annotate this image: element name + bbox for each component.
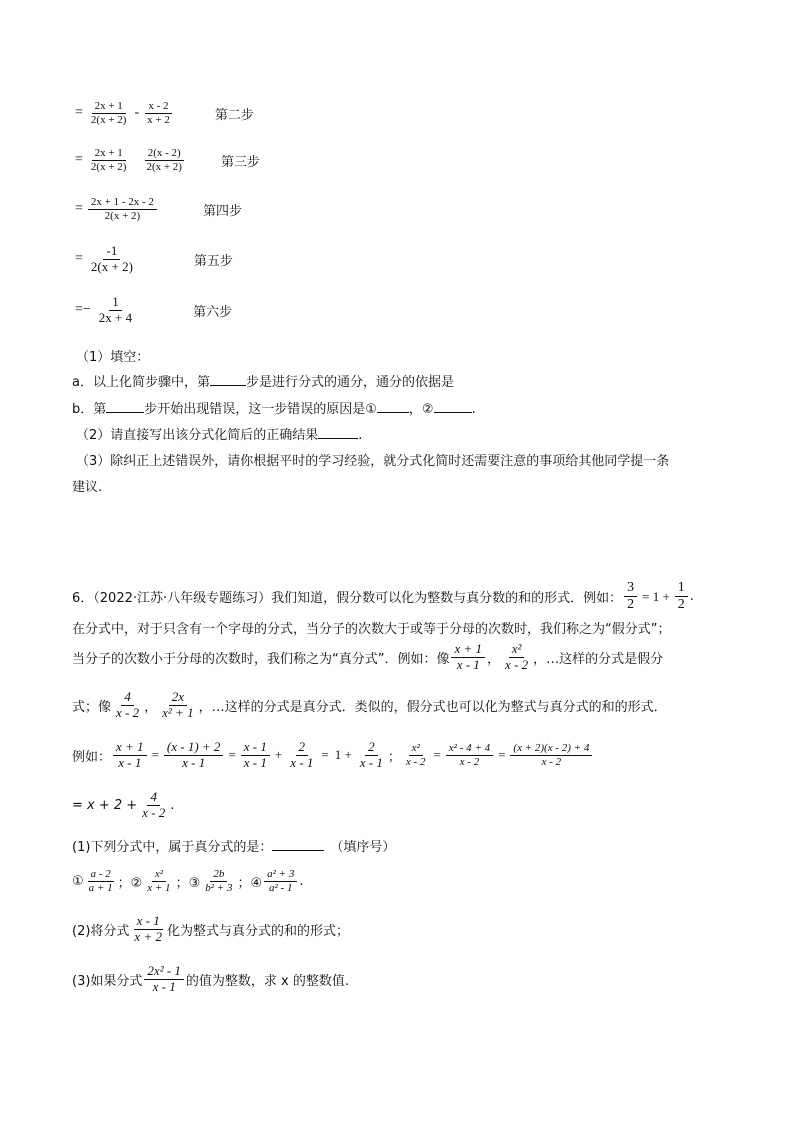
operator: = x + 2 +: [72, 797, 138, 813]
answer-blank[interactable]: [106, 400, 144, 413]
operator: 1 +: [334, 747, 352, 763]
fraction-denominator: 2(x + 2): [90, 160, 127, 173]
fraction-denominator: x - 1: [456, 656, 480, 672]
step-label: 第五步: [193, 253, 233, 269]
q5-part3-line2: 建议.: [72, 480, 103, 495]
fraction-denominator: x - 1: [152, 978, 176, 994]
fraction-numerator: x + 1: [451, 642, 485, 658]
q5-b-sep: ，②: [408, 402, 434, 417]
fraction-denominator: a² - 1: [268, 881, 293, 894]
fraction-numerator: x - 1: [134, 914, 163, 930]
step-5-row: = $\frac{-1}{2(x + 2)}$ 第五步: [75, 243, 233, 274]
step-3-row: = $\frac{2x + 1}{2(x + 2)}$ $\frac{2(x - 2)}{2(x + 2)}$ 第三步: [75, 147, 260, 173]
fraction-denominator: x - 1: [359, 754, 383, 770]
fraction-numerator: 2x + 1: [92, 100, 126, 114]
fraction-denominator: x - 1: [290, 754, 314, 770]
q6-sub1-end: （填序号）: [330, 840, 396, 855]
step-label: 第四步: [202, 203, 242, 219]
q6-example-row: 例如： $\frac{x + 1}{x - 1}$ = $\frac{(x - 1) + 2}{x - 1}$ = $\frac{x - 1}{x - 1}$ + $\frac{2}{x - 1}$ = 1 + $\frac{2}{x - 1}$ ； $\frac{\text{x²}}{x - 2}$ = $\frac{\text{x² - 4 + 4}}{x - 2}$ = $\frac{(x + 2)(x - 2) + 4}{x - 2}$: [72, 740, 594, 771]
fraction-numerator: 1: [675, 580, 688, 597]
fraction-numerator: x²: [409, 742, 423, 756]
q6-intro: 6．（2022·江苏·八年级专题练习）我们知道，假分数可以化为整数与真分数的和的形式．例如：: [72, 591, 623, 607]
fraction-numerator: 2: [296, 740, 309, 756]
fraction-numerator: 2x² - 1: [144, 964, 184, 980]
q6-sub2-post: 化为整式与真分式的和的形式；: [166, 923, 349, 939]
fraction-denominator: x - 1: [243, 754, 267, 770]
fraction-numerator: (x - 1) + 2: [164, 740, 224, 756]
answer-blank[interactable]: [377, 400, 409, 413]
fraction-numerator: 2(x - 2): [145, 147, 184, 161]
q5-b-prefix: b．第: [72, 402, 107, 417]
answer-blank[interactable]: [434, 400, 472, 413]
q5-part-b: [72, 398, 476, 417]
q6-intro-line: 6．（2022·江苏·八年级专题练习）我们知道，假分数可以化为整数与真分数的和的形式．例如： $\frac{3}{2}$ = 1 + $\frac{1}{2}$ .: [72, 580, 694, 613]
option-marker: ；④: [237, 875, 263, 891]
fraction-numerator: x - 1: [241, 740, 270, 756]
fraction-denominator: x + 2: [134, 928, 162, 944]
fraction-numerator: x + 1: [113, 740, 147, 756]
option-marker: ；③: [175, 875, 201, 891]
fraction-denominator: 2: [627, 597, 635, 613]
fraction-numerator: 1: [109, 295, 122, 311]
fraction-numerator: 2x: [169, 690, 187, 706]
fraction-numerator: x² - 4 + 4: [446, 742, 493, 756]
step-label: 第三步: [220, 154, 260, 170]
fraction-denominator: x - 2: [459, 755, 480, 768]
fraction-numerator: x - 2: [145, 100, 171, 114]
fraction-numerator: a² + 3: [264, 868, 297, 882]
q6-line4-pre: 式；像: [72, 699, 112, 715]
fraction-numerator: x²: [509, 642, 525, 658]
fraction-numerator: 2x + 1 - 2x - 2: [88, 196, 157, 210]
step-label: 第六步: [193, 304, 233, 320]
q5-part-a: [72, 371, 454, 390]
q6-result-row: [72, 790, 174, 821]
fraction-denominator: x² + 1: [162, 704, 194, 720]
fraction-numerator: 2b: [210, 868, 227, 882]
fraction-denominator: x - 2: [505, 656, 529, 672]
q6-options-row: [72, 868, 303, 894]
q6-line3-post: ，…这样的分式是假分: [533, 651, 664, 667]
option-marker: ；②: [117, 875, 143, 891]
q6-sub2-pre: (2)将分式: [72, 923, 130, 939]
step-label: 第二步: [214, 107, 254, 123]
fraction-numerator: -1: [103, 244, 120, 260]
q6-sub3: [72, 964, 349, 995]
q6-line4: 式；像 $\frac{4}{x - 2}$ ， $\frac{2x}{\text{x² + 1}}$ ，…这样的分式是真分式．类似的，假分式也可以化为整式与真分式的和的形式．: [72, 689, 667, 720]
q5-b-end: .: [471, 402, 476, 417]
fraction-numerator: 4: [121, 690, 134, 706]
fraction-numerator: 3: [624, 580, 637, 597]
fraction-denominator: x - 1: [182, 754, 206, 770]
fraction-denominator: x - 1: [118, 754, 142, 770]
fraction-numerator: 2x + 1: [92, 147, 126, 161]
q6-line3: 当分子的次数小于分母的次数时，我们称之为“真分式”．例如：像 $\frac{x + 1}{x - 1}$ ， $\frac{\text{x²}}{x - 2}$ ，…这样的分式是假分: [72, 641, 664, 672]
answer-blank[interactable]: [318, 426, 358, 439]
fraction-numerator: a - 2: [88, 868, 114, 882]
answer-blank[interactable]: [272, 838, 324, 851]
q6-sub1-text: (1)下列分式中，属于真分式的是：: [72, 840, 273, 855]
q6-result-end: .: [170, 797, 175, 813]
fraction-denominator: 2: [677, 597, 685, 613]
q6-sub3-pre: (3)如果分式: [72, 973, 143, 989]
q5-b-mid: 步开始出现错误，这一步错误的原因是①: [144, 402, 377, 417]
q6-sub2: [72, 914, 349, 945]
q5-part1: （1）填空：: [76, 350, 150, 365]
fraction-denominator: x - 2: [405, 755, 426, 768]
fraction-numerator: x²: [152, 868, 166, 882]
q6-line3-pre: 当分子的次数小于分母的次数时，我们称之为“真分式”．例如：像: [72, 651, 450, 667]
fraction-denominator: 2(x + 2): [90, 258, 133, 274]
q5-p2-text: （2）请直接写出该分式化简后的正确结果: [76, 428, 319, 443]
options-end: .: [299, 873, 304, 889]
fraction-denominator: x - 2: [541, 755, 562, 768]
q6-line4-post: ，…这样的分式是真分式．类似的，假分式也可以化为整式与真分式的和的形式．: [198, 699, 667, 715]
fraction-numerator: 4: [147, 790, 160, 806]
fraction-numerator: 2: [365, 740, 378, 756]
answer-blank[interactable]: [210, 373, 246, 386]
fraction-denominator: a + 1: [88, 881, 113, 894]
fraction-denominator: x + 2: [147, 113, 170, 126]
fraction-numerator: (x + 2)(x - 2) + 4: [510, 742, 592, 756]
q6-sub3-post: 的值为整数，求 x 的整数值.: [185, 973, 350, 989]
step-4-row: = $\frac{2x + 1 - 2x - 2}{2(x + 2)}$ 第四步: [75, 196, 242, 222]
fraction-denominator: 2x + 4: [98, 309, 133, 325]
fraction-denominator: 2(x + 2): [90, 113, 127, 126]
q5-p2-end: .: [358, 428, 363, 443]
q5-part2: [76, 424, 362, 443]
q6-example-label: 例如：: [72, 749, 112, 765]
operator: -: [134, 105, 140, 121]
step-6-row: =− $\frac{1}{2x + 4}$ 第六步: [75, 294, 233, 325]
step-2-row: = $\frac{2x + 1}{2(x + 2)}$ - $\frac{x - 2}{x + 2}$ 第二步: [75, 100, 254, 126]
fraction-denominator: x - 2: [142, 804, 166, 820]
q5-part3-line1: （3）除纠正上述错误外，请你根据平时的学习经验，就分式化简时还需要注意的事项给其他同学提一条: [76, 454, 670, 469]
fraction-denominator: x - 2: [116, 704, 140, 720]
q5-a-suffix: 步是进行分式的通分，通分的依据是: [245, 375, 454, 390]
q6-sub1: [72, 836, 395, 855]
fraction-denominator: x + 1: [147, 881, 171, 894]
fraction-denominator: b² + 3: [205, 881, 233, 894]
fraction-denominator: 2(x + 2): [104, 209, 141, 222]
option-marker: ①: [72, 873, 84, 889]
operator: = 1 +: [642, 588, 670, 604]
q5-a-prefix: a．以上化简步骤中，第: [72, 375, 210, 390]
fraction-denominator: 2(x + 2): [146, 160, 182, 173]
q6-line2: 在分式中，对于只含有一个字母的分式，当分子的次数大于或等于分母的次数时，我们称之为“假分式”；: [72, 622, 671, 637]
